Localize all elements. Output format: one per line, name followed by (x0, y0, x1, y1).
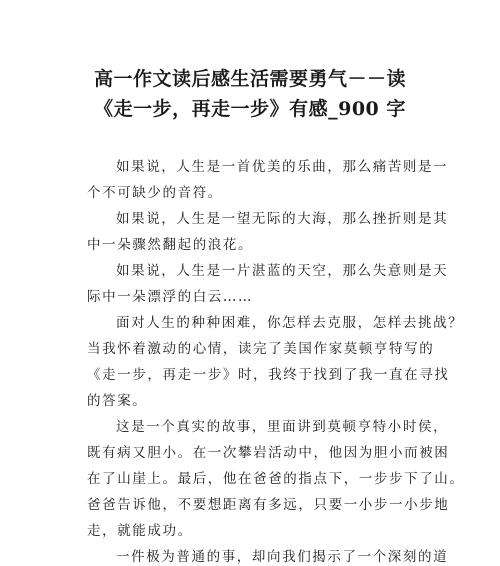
paragraph-line: 中一朵骤然翻起的浪花。 (87, 237, 254, 253)
paragraph-line: 如果说，人生是一片湛蓝的天空，那么失意则是天 (116, 263, 449, 279)
paragraph-line: 个不可缺少的音符。 (87, 185, 223, 201)
document-title (40, 64, 460, 124)
paragraph-line: 爸爸告诉他，不要想距离有多远，只要一小步一小步地 (87, 497, 450, 513)
paragraph-2 (87, 206, 449, 258)
paragraph-line: 这是一个真实的故事，里面讲到莫顿亨特小时侯， (116, 419, 449, 435)
paragraph-line: 的答案。 (87, 393, 148, 409)
paragraph-5 (87, 414, 465, 544)
paragraph-line: 一件极为普通的事，却向我们揭示了一个深刻的道 (116, 549, 449, 565)
paragraph-line: 走，就能成功。 (87, 523, 193, 539)
paragraph-line: 如果说，人生是一望无际的大海，那么挫折则是其 (116, 211, 449, 227)
paragraph-line: 面对人生的种种困难，你怎样去克服，怎样去挑战？ (116, 315, 464, 331)
paragraph-line: 《走一步，再走一步》时，我终于找到了我一直在寻找 (87, 367, 450, 383)
document-body (87, 154, 465, 566)
paragraph-line: 既有病又胆小。在一次攀岩活动中，他因为胆小而被困 (87, 445, 450, 461)
paragraph-4 (87, 310, 464, 414)
title-line-2: 《走一步，再走一步》有感_900 字 (94, 98, 406, 120)
paragraph-3 (87, 258, 449, 310)
paragraph-line: 际中一朵漂浮的白云…… (87, 289, 254, 305)
paragraph-6 (87, 544, 449, 566)
paragraph-line: 当我怀着激动的心情，读完了美国作家莫顿亨特写的 (87, 341, 435, 357)
title-line-1: 高一作文读后感生活需要勇气－－读 (93, 68, 406, 90)
paragraph-line: 如果说，人生是一首优美的乐曲，那么痛苦则是一 (116, 159, 449, 175)
paragraph-line: 在了山崖上。最后，他在爸爸的指点下，一步步下了山。 (87, 471, 465, 487)
paragraph-1 (87, 154, 449, 206)
